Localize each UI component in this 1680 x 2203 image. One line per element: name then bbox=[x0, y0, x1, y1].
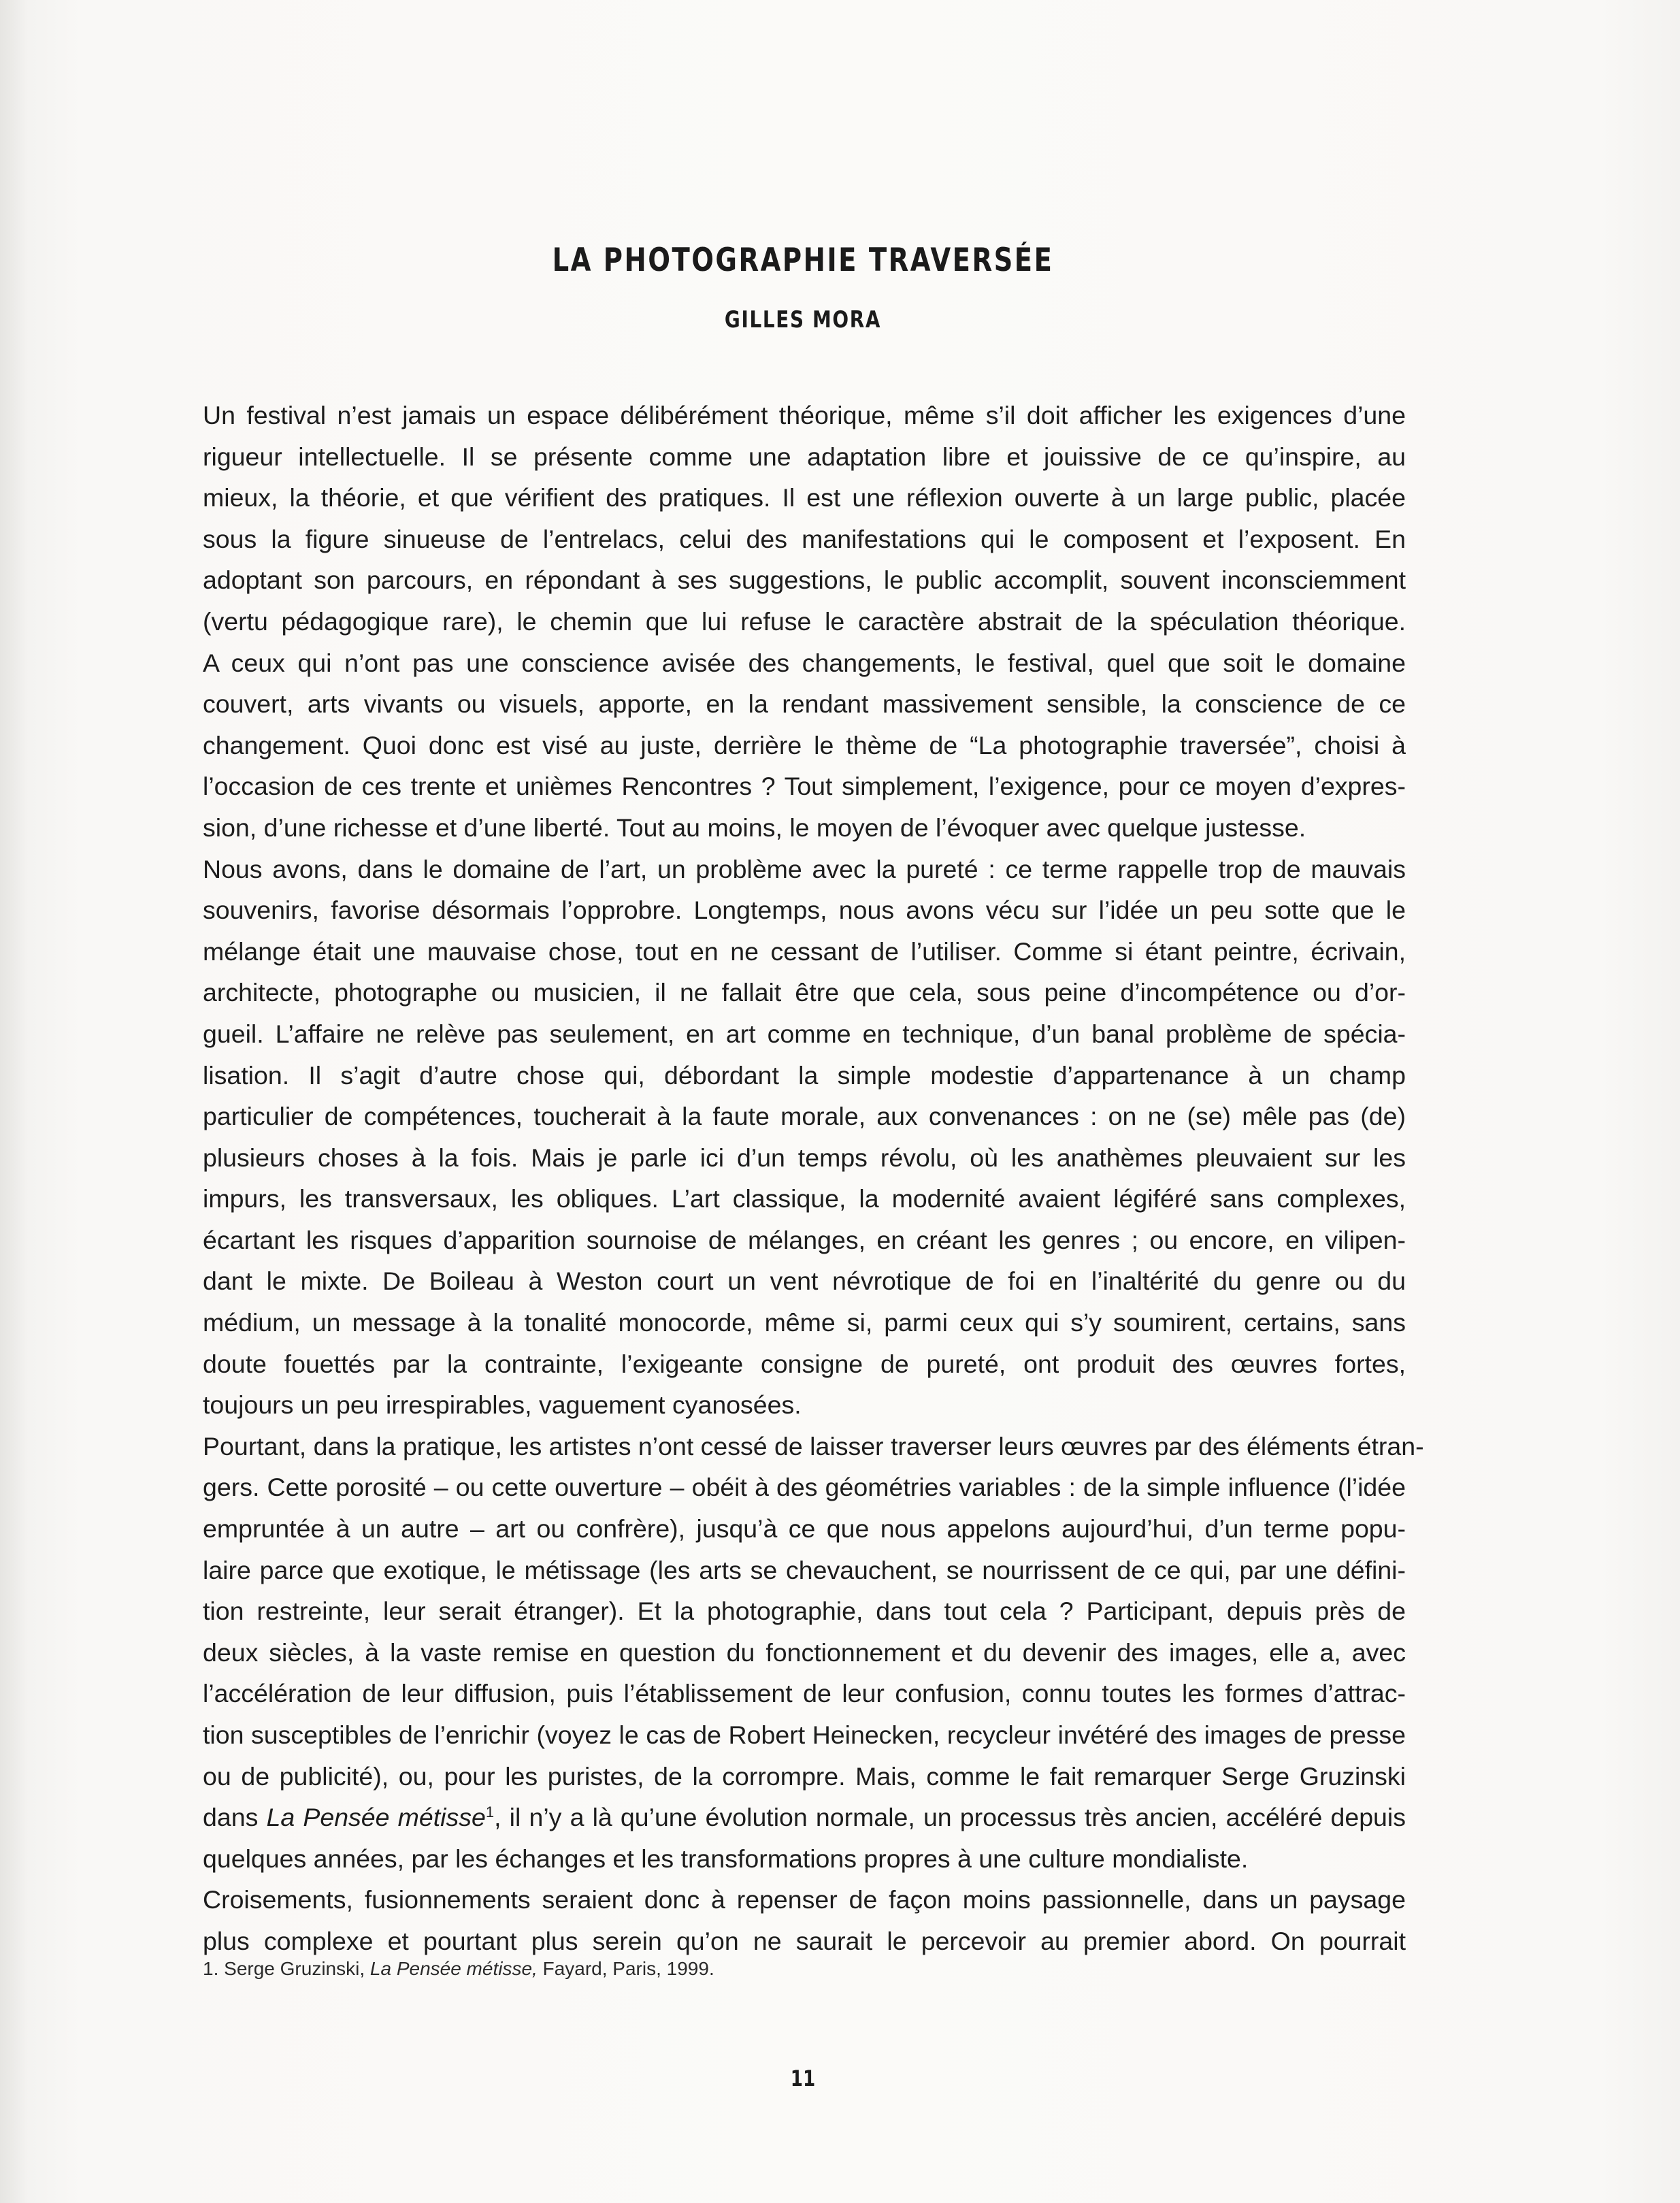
body-line: particulier de compétences, toucherait à la faute morale, aux convenances : on ne (se) mêle pas (de) bbox=[203, 1102, 1406, 1131]
article-body bbox=[203, 395, 1424, 1962]
footnote-book-title: La Pensée métisse, bbox=[369, 1958, 538, 1979]
line-text-after: , il n’y a là qu’une évolution normale, un processus très ancien, accéléré depuis bbox=[494, 1803, 1406, 1832]
body-line: (vertu pédagogique rare), le chemin que lui refuse le caractère abstrait de la spéculation théorique. bbox=[203, 606, 1406, 636]
body-line: empruntée à un autre – art ou confrère), jusqu’à ce que nous appelons aujourd’hui, d’un terme popu- bbox=[203, 1514, 1406, 1544]
body-line: écartant les risques d’apparition sournoise de mélanges, en créant les genres ; ou encore, en vilipen- bbox=[203, 1225, 1406, 1254]
line-text-before: dans bbox=[203, 1803, 267, 1832]
body-line: deux siècles, à la vaste remise en question du fonctionnement et du devenir des images, elle a, avec bbox=[203, 1637, 1406, 1667]
body-line: toujours un peu irrespirables, vaguement cyanosées. bbox=[203, 1390, 802, 1420]
body-line: Nous avons, dans le domaine de l’art, un problème avec la pureté : ce terme rappelle trop de mauvais bbox=[203, 854, 1406, 883]
body-line: adoptant son parcours, en répondant à ses suggestions, le public accomplit, souvent inconsciemment bbox=[203, 566, 1406, 595]
body-line: Un festival n’est jamais un espace délibérément théorique, même s’il doit afficher les exigences d’une bbox=[203, 401, 1406, 429]
book-title: La Pensée métisse bbox=[266, 1803, 486, 1832]
footnote-author: Serge Gruzinski, bbox=[224, 1958, 365, 1979]
body-line: Pourtant, dans la pratique, les artistes n’ont cessé de laisser traverser leurs œuvres par des éléments étran- bbox=[203, 1431, 1424, 1460]
body-line: plusieurs choses à la fois. Mais je parle ici d’un temps révolu, où les anathèmes pleuvaient sur les bbox=[203, 1143, 1406, 1172]
footnote-ref[interactable]: 1 bbox=[485, 1804, 495, 1821]
article-author: GILLES MORA bbox=[724, 306, 882, 333]
body-line: souvenirs, favorise désormais l’opprobre. Longtemps, nous avons vécu sur l’idée un peu sotte que le bbox=[203, 896, 1406, 925]
body-line: médium, un message à la tonalité monocorde, même si, parmi ceux qui s’y soumirent, certains, sans bbox=[203, 1308, 1406, 1337]
footnote-number: 1. bbox=[203, 1958, 219, 1979]
body-line: l’accélération de leur diffusion, puis l’établissement de leur confusion, connu toutes les formes d’attrac- bbox=[203, 1679, 1406, 1708]
body-line: architecte, photographe ou musicien, il ne fallait être que cela, sous peine d’incompétence ou d’or- bbox=[203, 978, 1406, 1007]
body-line: plus complexe et pourtant plus serein qu’on ne saurait le percevoir au premier abord. On pourrait bbox=[203, 1926, 1406, 1955]
body-line: doute fouettés par la contrainte, l’exigeante consigne de pureté, ont produit des œuvres fortes, bbox=[203, 1349, 1406, 1378]
body-line: dant le mixte. De Boileau à Weston court un vent névrotique de foi en l’inaltérité du genre ou du bbox=[203, 1267, 1406, 1296]
body-line: A ceux qui n’ont pas une conscience avisée des changements, le festival, quel que soit le domaine bbox=[203, 648, 1406, 677]
body-line: gueil. L’affaire ne relève pas seulement, en art comme en technique, d’un banal problème de spécia- bbox=[203, 1019, 1406, 1048]
body-line: l’occasion de ces trente et unièmes Rencontres ? Tout simplement, l’exigence, pour ce moyen d’expres- bbox=[203, 772, 1406, 801]
body-line: rigueur intellectuelle. Il se présente comme une adaptation libre et jouissive de ce qu’inspire, au bbox=[203, 442, 1406, 471]
body-line: Croisements, fusionnements seraient donc à repenser de façon moins passionnelle, dans un paysage bbox=[203, 1885, 1406, 1914]
article-title: LA PHOTOGRAPHIE TRAVERSÉE bbox=[552, 242, 1054, 279]
body-line: impurs, les transversaux, les obliques. L’art classique, la modernité avaient légiféré sans complexes, bbox=[203, 1184, 1406, 1213]
body-line: changement. Quoi donc est visé au juste, derrière le thème de “La photographie traversée”, choisi à bbox=[203, 730, 1406, 760]
page-number: 11 bbox=[790, 2066, 816, 2091]
body-line: ou de publicité), ou, pour les puristes, de la corrompre. Mais, comme le fait remarquer Serge Gruzinski bbox=[203, 1761, 1406, 1791]
body-line: mieux, la théorie, et que vérifient des pratiques. Il est une réflexion ouverte à un large public, placée bbox=[203, 483, 1406, 512]
page-gutter-shadow bbox=[0, 0, 27, 2203]
footnote bbox=[203, 1958, 714, 1980]
body-line: mélange était une mauvaise chose, tout en ne cessant de l’utiliser. Comme si étant peintre, écrivain, bbox=[203, 936, 1406, 966]
body-line: tion susceptibles de l’enrichir (voyez le cas de Robert Heinecken, recycleur invétéré des images de presse bbox=[203, 1720, 1406, 1749]
body-line: sion, d’une richesse et d’une liberté. Tout au moins, le moyen de l’évoquer avec quelque justesse. bbox=[203, 813, 1306, 842]
body-line-with-note bbox=[203, 1797, 1406, 1838]
body-line: lisation. Il s’agit d’autre chose qui, débordant la simple modestie d’appartenance à un champ bbox=[203, 1060, 1406, 1090]
footnote-publisher: Fayard, Paris, 1999. bbox=[542, 1958, 714, 1979]
body-line: gers. Cette porosité – ou cette ouverture – obéit à des géométries variables : de la simple influence (l’idée bbox=[203, 1473, 1406, 1502]
body-line: laire parce que exotique, le métissage (les arts se chevauchent, se nourrissent de ce qui, par une défini- bbox=[203, 1555, 1406, 1584]
body-line: tion restreinte, leur serait étranger). Et la photographie, dans tout cela ? Participant, depuis près de bbox=[203, 1597, 1406, 1626]
body-line: couvert, arts vivants ou visuels, apporte, en la rendant massivement sensible, la conscience de ce bbox=[203, 689, 1406, 719]
body-line: quelques années, par les échanges et les transformations propres à une culture mondialiste. bbox=[203, 1844, 1249, 1873]
body-line: sous la figure sinueuse de l’entrelacs, celui des manifestations qui le composent et l’exposent. En bbox=[203, 524, 1406, 553]
